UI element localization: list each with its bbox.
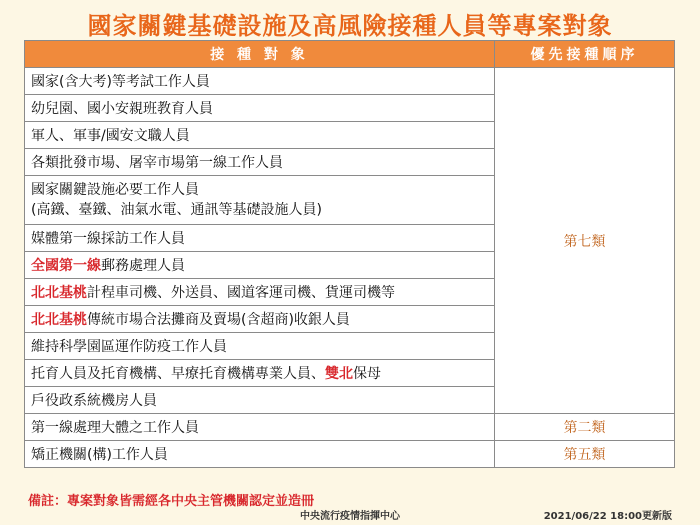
header-priority: 優先接種順序 xyxy=(495,41,675,68)
footnote: 備註：專案對象皆需經各中央主管機關認定並造冊 xyxy=(28,494,315,509)
table-row xyxy=(25,441,675,468)
target-cell xyxy=(25,279,495,306)
target-cell xyxy=(25,306,495,333)
page-title: 國家關鍵基礎設施及高風險接種人員等專案對象 xyxy=(87,12,613,40)
target-cell xyxy=(25,176,495,225)
target-text-line2: (高鐵、臺鐵、油氣水電、通訊等基礎設施人員) xyxy=(31,202,322,218)
target-cell xyxy=(25,414,495,441)
target-cell xyxy=(25,333,495,360)
target-text: 托育人員及托育機構、早療托育機構專業人員、 xyxy=(31,366,325,382)
priority-cell-fifth: 第五類 xyxy=(495,441,675,468)
target-cell xyxy=(25,441,495,468)
target-cell xyxy=(25,95,495,122)
target-text: 傳統市場合法攤商及賣場(含超商)收銀人員 xyxy=(87,312,350,328)
region-highlight: 北北基桃 xyxy=(31,285,87,301)
target-cell xyxy=(25,387,495,414)
target-text: 國家(含大考)等考試工作人員 xyxy=(31,74,210,90)
target-text: 幼兒園、國小安親班教育人員 xyxy=(31,101,213,117)
target-cell xyxy=(25,122,495,149)
target-cell xyxy=(25,149,495,176)
priority-cell-second: 第二類 xyxy=(495,414,675,441)
vaccination-table xyxy=(24,40,675,468)
target-text: 計程車司機、外送員、國道客運司機、貨運司機等 xyxy=(87,285,395,301)
target-cell xyxy=(25,225,495,252)
target-text: 國家關鍵設施必要工作人員 xyxy=(31,182,199,198)
priority-cell-seventh: 第七類 xyxy=(495,68,675,414)
target-text: 第一線處理大體之工作人員 xyxy=(31,420,199,436)
header-target: 接 種 對 象 xyxy=(25,41,495,68)
target-text: 矯正機關(構)工作人員 xyxy=(31,447,168,463)
table-row xyxy=(25,414,675,441)
target-text: 戶役政系統機房人員 xyxy=(31,393,157,409)
region-highlight: 北北基桃 xyxy=(31,312,87,328)
target-cell xyxy=(25,360,495,387)
target-cell xyxy=(25,68,495,95)
region-highlight: 全國第一線 xyxy=(31,258,101,274)
updated-timestamp: 2021/06/22 18:00更新版 xyxy=(543,511,672,522)
target-text-suffix: 保母 xyxy=(353,366,381,382)
issuer-label: 中央流行疫情指揮中心 xyxy=(300,511,400,522)
table-header-row xyxy=(25,41,675,68)
region-highlight: 雙北 xyxy=(325,366,353,382)
target-cell xyxy=(25,252,495,279)
target-text: 郵務處理人員 xyxy=(101,258,185,274)
target-text: 媒體第一線採訪工作人員 xyxy=(31,231,185,247)
target-text: 維持科學園區運作防疫工作人員 xyxy=(31,339,227,355)
table-row xyxy=(25,68,675,95)
target-text: 軍人、軍事/國安文職人員 xyxy=(31,128,190,144)
target-text: 各類批發市場、屠宰市場第一線工作人員 xyxy=(31,155,283,171)
